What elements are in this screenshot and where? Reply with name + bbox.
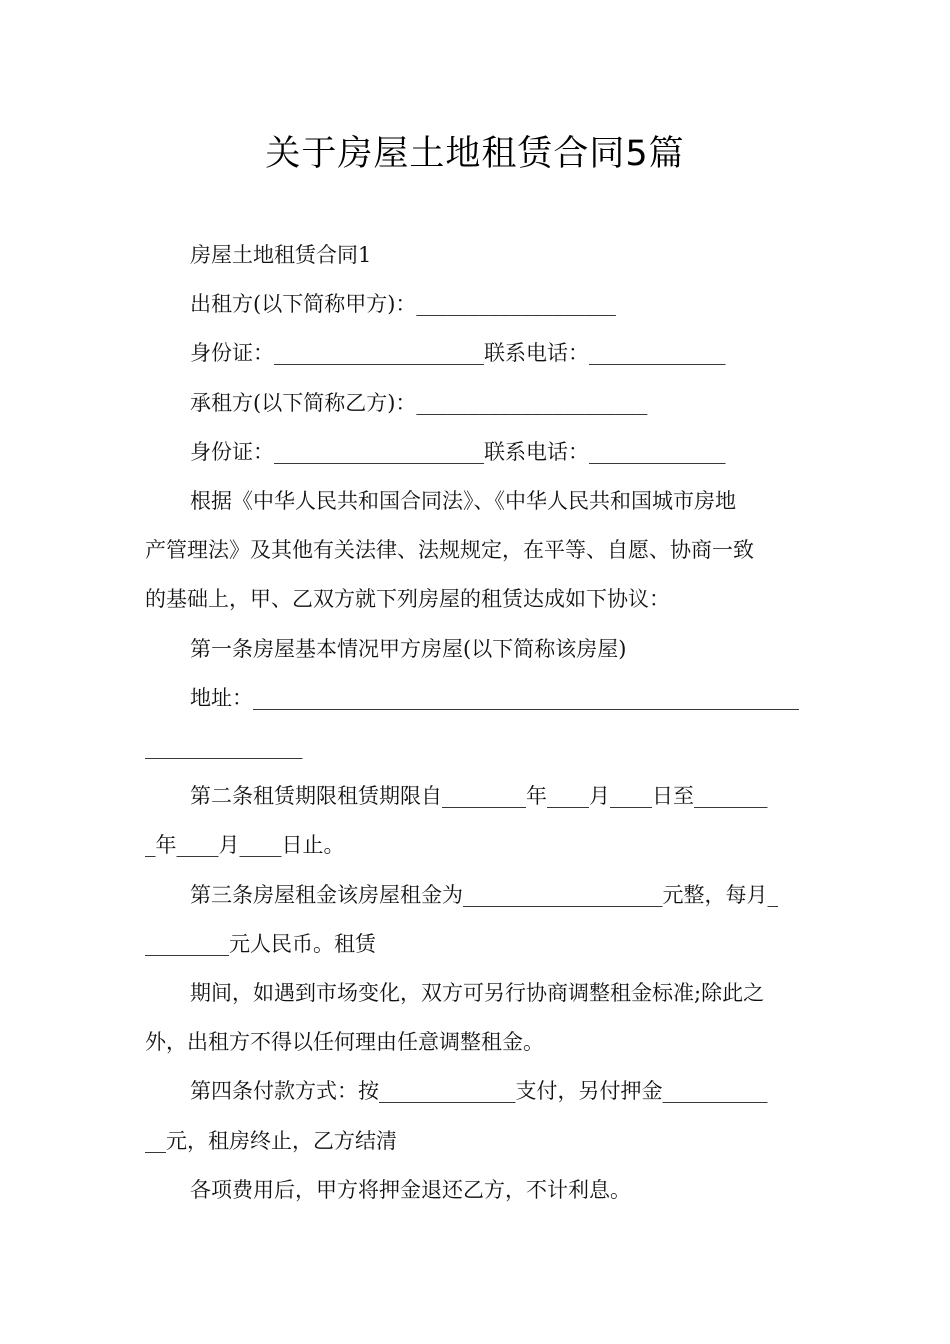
lessee-line: 承租方(以下简称乙方)：______________________: [190, 390, 648, 415]
article-4-line-1: 第四条付款方式：按_____________支付，另付押金__________: [190, 1079, 768, 1104]
deposit-refund-line: 各项费用后，甲方将押金退还乙方，不计利息。: [190, 1177, 631, 1202]
preamble-line-3: 的基础上，甲、乙双方就下列房屋的租赁达成如下协议：: [145, 587, 670, 612]
contract-body: [145, 231, 807, 1215]
article-2-line-1: 第二条租赁期限租赁期限自________年____月____日至_______: [190, 784, 768, 809]
article-2-line-2: _年____月____日止。: [145, 833, 345, 858]
rent-adjust-line-1: 期间，如遇到市场变化，双方可另行协商调整租金标准;除此之: [190, 981, 765, 1006]
address-line: 地址：____________________________________________________: [190, 685, 799, 710]
lessee-id-phone-line: 身份证：____________________联系电话：_____________: [190, 439, 726, 464]
lessor-line: 出租方(以下简称甲方)：___________________: [190, 292, 616, 317]
article-4-line-2: __元，租房终止，乙方结清: [145, 1128, 397, 1153]
article-3-line-2: ________元人民币。租赁: [145, 931, 376, 956]
lessor-id-phone-line: 身份证：____________________联系电话：_____________: [190, 341, 726, 366]
contract-heading: 房屋土地租赁合同1: [190, 243, 372, 267]
rent-adjust-line-2: 外，出租方不得以任何理由任意调整租金。: [145, 1030, 544, 1055]
article-1-line: 第一条房屋基本情况甲方房屋(以下简称该房屋): [190, 636, 627, 661]
document-title: 关于房屋土地租赁合同5篇: [265, 134, 685, 174]
preamble-line-1: 根据《中华人民共和国合同法》、《中华人民共和国城市房地: [190, 489, 736, 514]
address-continuation: _______________: [145, 735, 303, 760]
article-3-line-1: 第三条房屋租金该房屋租金为___________________元整，每月_: [190, 882, 778, 907]
preamble-line-2: 产管理法》及其他有关法律、法规规定，在平等、自愿、协商一致: [145, 538, 754, 563]
